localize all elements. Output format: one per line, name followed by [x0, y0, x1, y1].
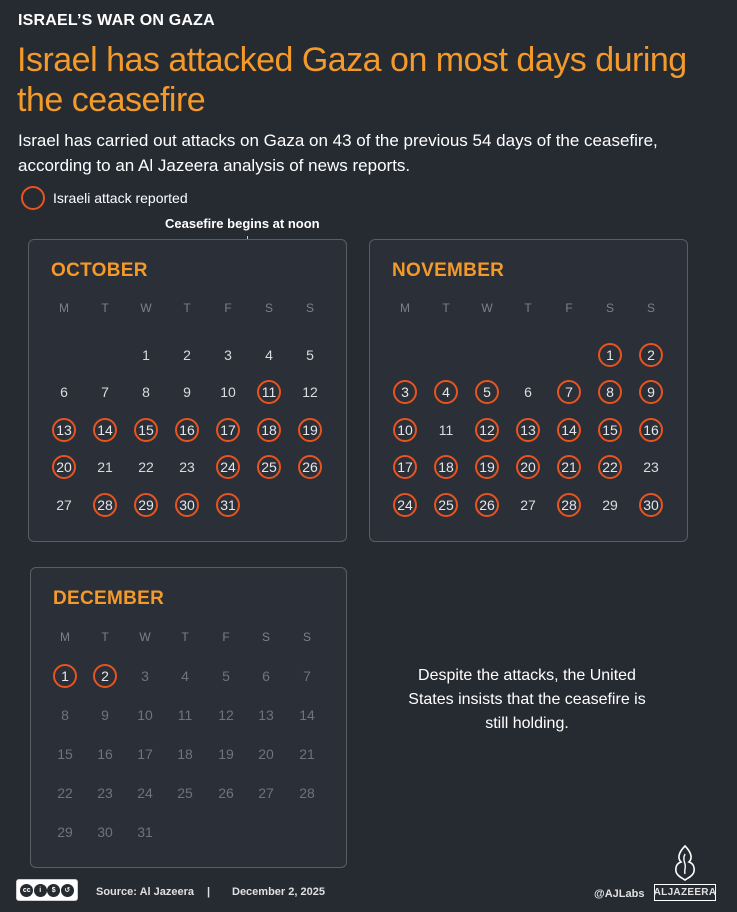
- weekday-label: W: [139, 630, 151, 644]
- calendar-day: 14: [299, 707, 315, 723]
- calendar-day: 5: [222, 668, 230, 684]
- calendar-day-attack: 18: [434, 455, 458, 479]
- calendar-day-attack: 14: [557, 418, 581, 442]
- calendar-day-attack: 22: [598, 455, 622, 479]
- calendar-day-attack: 28: [93, 493, 117, 517]
- calendar-day: 9: [101, 707, 109, 723]
- calendar-day: 10: [137, 707, 153, 723]
- calendar-day: 11: [177, 707, 193, 723]
- calendar-day: 13: [258, 707, 274, 723]
- calendar-day-attack: 16: [639, 418, 663, 442]
- calendar-day: 11: [438, 422, 454, 438]
- month-title: OCTOBER: [51, 260, 148, 281]
- weekday-label: T: [181, 630, 189, 644]
- weekday-label: M: [59, 301, 69, 315]
- calendar-day: 29: [602, 497, 618, 513]
- legend: [21, 186, 188, 210]
- cc-license-badge: [16, 879, 78, 901]
- calendar-day-attack: 31: [216, 493, 240, 517]
- legend-label: Israeli attack reported: [53, 190, 188, 206]
- calendar-day-attack: 10: [393, 418, 417, 442]
- footer: [0, 876, 737, 912]
- calendar-day-attack: 25: [257, 455, 281, 479]
- calendar-day: 4: [181, 668, 189, 684]
- calendar-day-attack: 1: [53, 664, 77, 688]
- calendar-day: 28: [299, 785, 315, 801]
- weekday-label: S: [646, 301, 655, 315]
- calendar-day: 16: [97, 746, 113, 762]
- calendar-day-attack: 25: [434, 493, 458, 517]
- calendar-day-attack: 28: [557, 493, 581, 517]
- calendar-day: 1: [142, 347, 150, 363]
- weekday-label: F: [224, 301, 232, 315]
- calendar-day: 23: [97, 785, 113, 801]
- month-card-december: [30, 567, 347, 868]
- calendar-day-attack: 9: [639, 380, 663, 404]
- calendar-day: 4: [265, 347, 273, 363]
- weekday-label: W: [481, 301, 493, 315]
- calendar-day-attack: 4: [434, 380, 458, 404]
- calendar-day-attack: 1: [598, 343, 622, 367]
- weekday-label: F: [222, 630, 230, 644]
- month-card-october: [28, 239, 347, 542]
- calendar-day-attack: 29: [134, 493, 158, 517]
- calendar-day-attack: 5: [475, 380, 499, 404]
- calendar-day: 22: [138, 459, 154, 475]
- calendar-day: 27: [520, 497, 536, 513]
- calendar-day: 7: [303, 668, 311, 684]
- calendar-day: 10: [220, 384, 236, 400]
- calendar-day: 19: [218, 746, 234, 762]
- calendar-day-attack: 17: [216, 418, 240, 442]
- calendar-day: 6: [524, 384, 532, 400]
- weekday-label: S: [605, 301, 614, 315]
- calendar-day-attack: 24: [393, 493, 417, 517]
- footer-separator: |: [207, 886, 211, 898]
- calendar-day: 20: [258, 746, 274, 762]
- calendar-day-attack: 26: [298, 455, 322, 479]
- weekday-label: S: [261, 630, 270, 644]
- calendar-day: 5: [306, 347, 314, 363]
- calendar-day: 6: [262, 668, 270, 684]
- weekday-label: W: [140, 301, 152, 315]
- calendar-day: 23: [643, 459, 659, 475]
- calendar-day-attack: 17: [393, 455, 417, 479]
- ceasefire-note: Despite the attacks, the United States insists that the ceasefire is still holding.: [408, 667, 646, 732]
- calendar-day: 12: [302, 384, 318, 400]
- calendar-day: 27: [56, 497, 72, 513]
- calendar-day: 30: [97, 824, 113, 840]
- sa-icon: ↺: [61, 884, 74, 897]
- calendar-day: 8: [142, 384, 150, 400]
- calendar-day: 21: [299, 746, 315, 762]
- calendar-day-attack: 12: [475, 418, 499, 442]
- month-title: DECEMBER: [53, 588, 165, 609]
- legend-ring-icon: [21, 186, 45, 210]
- month-title: NOVEMBER: [392, 260, 505, 281]
- calendar-day-attack: 13: [516, 418, 540, 442]
- calendar-day: 31: [137, 824, 153, 840]
- calendar-day-attack: 24: [216, 455, 240, 479]
- nc-icon: $: [47, 884, 60, 897]
- calendar-day-attack: 15: [598, 418, 622, 442]
- publish-date: December 2, 2025: [232, 886, 325, 898]
- weekday-label: T: [101, 301, 109, 315]
- calendar-day: 17: [137, 746, 153, 762]
- calendar-day-attack: 8: [598, 380, 622, 404]
- calendar-day-attack: 30: [639, 493, 663, 517]
- calendar-day-attack: 19: [298, 418, 322, 442]
- calendar-day: 12: [218, 707, 234, 723]
- calendar-day: 3: [224, 347, 232, 363]
- by-icon: i: [34, 884, 47, 897]
- calendar-day-attack: 18: [257, 418, 281, 442]
- calendar-day: 27: [258, 785, 274, 801]
- weekday-label: F: [565, 301, 573, 315]
- calendar-day: 18: [177, 746, 193, 762]
- calendar-day: 24: [137, 785, 153, 801]
- calendar-day-attack: 16: [175, 418, 199, 442]
- weekday-label: S: [264, 301, 273, 315]
- calendar-day: 21: [97, 459, 113, 475]
- calendar-day-attack: 14: [93, 418, 117, 442]
- calendar-day-attack: 19: [475, 455, 499, 479]
- calendar-day: 2: [183, 347, 191, 363]
- calendar-day-attack: 15: [134, 418, 158, 442]
- weekday-label: T: [442, 301, 450, 315]
- calendar-day: 7: [101, 384, 109, 400]
- al-jazeera-logo: ALJAZEERA: [654, 884, 716, 901]
- weekday-label: M: [60, 630, 70, 644]
- calendar-day: 29: [57, 824, 73, 840]
- calendar-day-attack: 11: [257, 380, 281, 404]
- calendar-day-attack: 13: [52, 418, 76, 442]
- calendar-day-attack: 20: [52, 455, 76, 479]
- calendar-day-attack: 20: [516, 455, 540, 479]
- calendar-day-attack: 2: [93, 664, 117, 688]
- month-card-november: [369, 239, 688, 542]
- calendar-day: 8: [61, 707, 69, 723]
- calendar-day: 22: [57, 785, 73, 801]
- calendar-day: 26: [218, 785, 234, 801]
- source: Source: Al Jazeera: [96, 886, 195, 898]
- cc-icon: cc: [20, 884, 33, 897]
- subhead: Israel has carried out attacks on Gaza on 43 of the previous 54 days of the ceasefire, according to an Al Jazeera analysis of news reports.: [18, 131, 658, 175]
- weekday-label: S: [305, 301, 314, 315]
- headline: Israel has attacked Gaza on most days during the ceasefire: [17, 41, 687, 119]
- kicker: ISRAEL’S WAR ON GAZA: [18, 12, 215, 29]
- calendar-day: 6: [60, 384, 68, 400]
- weekday-label: T: [524, 301, 532, 315]
- calendar-day-attack: 2: [639, 343, 663, 367]
- calendar-day: 15: [57, 746, 73, 762]
- calendar-day-attack: 30: [175, 493, 199, 517]
- calendar-day-attack: 7: [557, 380, 581, 404]
- calendar-day-attack: 3: [393, 380, 417, 404]
- calendar-day: 3: [141, 668, 149, 684]
- al-jazeera-logo-mark-icon: [669, 844, 701, 882]
- weekday-label: M: [400, 301, 410, 315]
- ajlabs-handle: @AJLabs: [594, 888, 645, 900]
- ceasefire-annotation: Ceasefire begins at noon: [165, 216, 320, 231]
- weekday-label: T: [183, 301, 191, 315]
- weekday-label: S: [302, 630, 311, 644]
- calendar-day: 9: [183, 384, 191, 400]
- calendar-day-attack: 21: [557, 455, 581, 479]
- calendar-day-attack: 26: [475, 493, 499, 517]
- calendar-day: 23: [179, 459, 195, 475]
- weekday-label: T: [101, 630, 109, 644]
- calendar-day: 25: [177, 785, 193, 801]
